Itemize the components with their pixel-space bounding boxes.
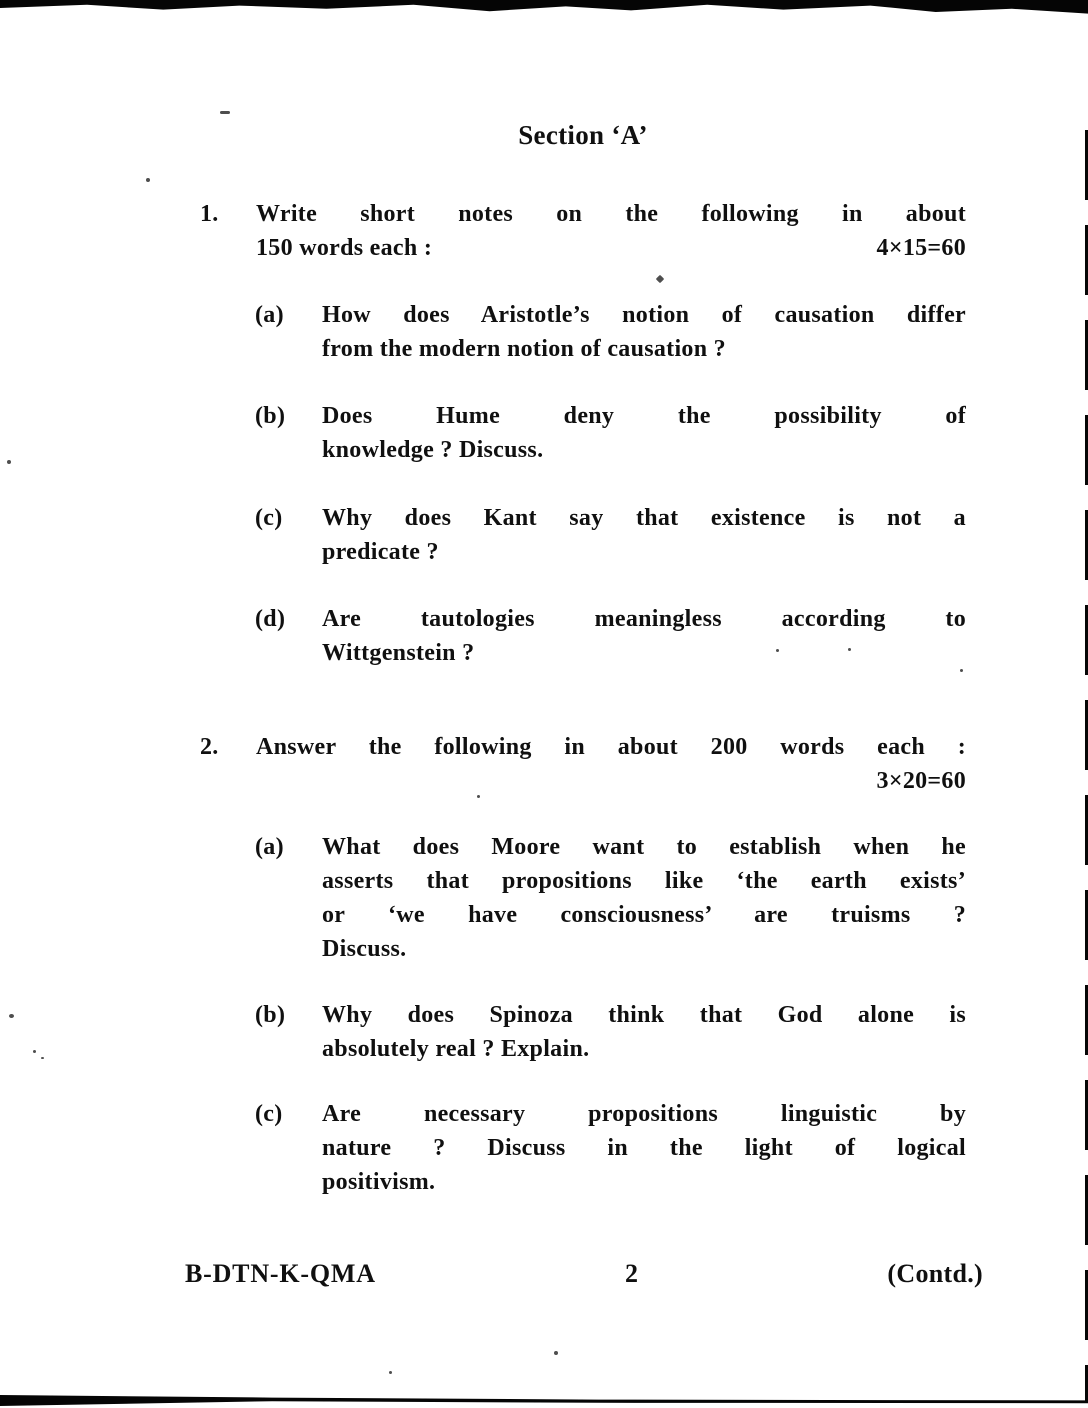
question-2b bbox=[255, 998, 966, 1066]
section-title: Section ‘A’ bbox=[518, 120, 648, 150]
scan-speckle bbox=[389, 1371, 392, 1374]
question-1b-label: (b) bbox=[255, 403, 286, 429]
question-1a-label: (a) bbox=[255, 302, 284, 328]
question-2-header bbox=[200, 730, 966, 798]
question-1-number: 1. bbox=[200, 201, 219, 227]
question-1c-label: (c) bbox=[255, 505, 283, 531]
question-2-marks: 3×20=60 bbox=[876, 768, 966, 794]
question-2b-text: Why does Spinoza think that God alone is absolutely real ? Explain. bbox=[322, 1002, 966, 1062]
scan-speckle bbox=[41, 1057, 44, 1059]
scan-speckle bbox=[33, 1050, 36, 1053]
scan-speckle bbox=[146, 178, 150, 182]
scan-speckle bbox=[554, 1351, 558, 1355]
question-2a bbox=[255, 830, 966, 966]
question-2a-text: What does Moore want to establish when he asserts that propositions like ‘the earth exists’ or ‘we have consciousness’ are truisms ? Discuss. bbox=[322, 834, 966, 962]
question-1a bbox=[255, 298, 966, 366]
question-1-marks: 4×15=60 bbox=[876, 235, 966, 261]
scan-speckle bbox=[9, 1014, 14, 1018]
question-1-intro-line-1: Write short notes on the following in about bbox=[256, 201, 966, 227]
question-1b-text: Does Hume deny the possibility of knowledge ? Discuss. bbox=[322, 403, 966, 463]
scan-speckle bbox=[7, 460, 11, 464]
question-1-intro-line-2: 150 words each : bbox=[256, 235, 433, 261]
question-2c-text: Are necessary propositions linguistic by nature ? Discuss in the light of logical positivism. bbox=[322, 1101, 966, 1195]
continuation-note: (Contd.) bbox=[887, 1259, 983, 1288]
question-2b-label: (b) bbox=[255, 1002, 286, 1028]
question-1d-label: (d) bbox=[255, 606, 286, 632]
scan-speckle bbox=[220, 111, 230, 114]
paper-code: B-DTN-K-QMA bbox=[185, 1259, 376, 1288]
question-2a-label: (a) bbox=[255, 834, 284, 860]
question-1a-text: How does Aristotle’s notion of causation differ from the modern notion of causation ? bbox=[322, 302, 966, 362]
question-1-header bbox=[200, 197, 966, 265]
page-footer bbox=[185, 1257, 983, 1291]
question-2-intro-line-1: Answer the following in about 200 words each : bbox=[256, 734, 966, 760]
scan-artifact-top-bar bbox=[0, 0, 1088, 16]
question-1c bbox=[255, 501, 966, 569]
question-1d bbox=[255, 602, 966, 670]
question-1c-text: Why does Kant say that existence is not a predicate ? bbox=[322, 505, 966, 565]
question-2c bbox=[255, 1097, 966, 1199]
page-number: 2 bbox=[624, 1259, 639, 1288]
scan-artifact-bottom-bar bbox=[0, 1388, 1088, 1408]
question-2c-label: (c) bbox=[255, 1101, 283, 1127]
question-1b bbox=[255, 399, 966, 467]
question-2-number: 2. bbox=[200, 734, 219, 760]
scan-speckle bbox=[656, 275, 664, 283]
question-1d-text: Are tautologies meaningless according to Wittgenstein ? bbox=[322, 606, 966, 666]
